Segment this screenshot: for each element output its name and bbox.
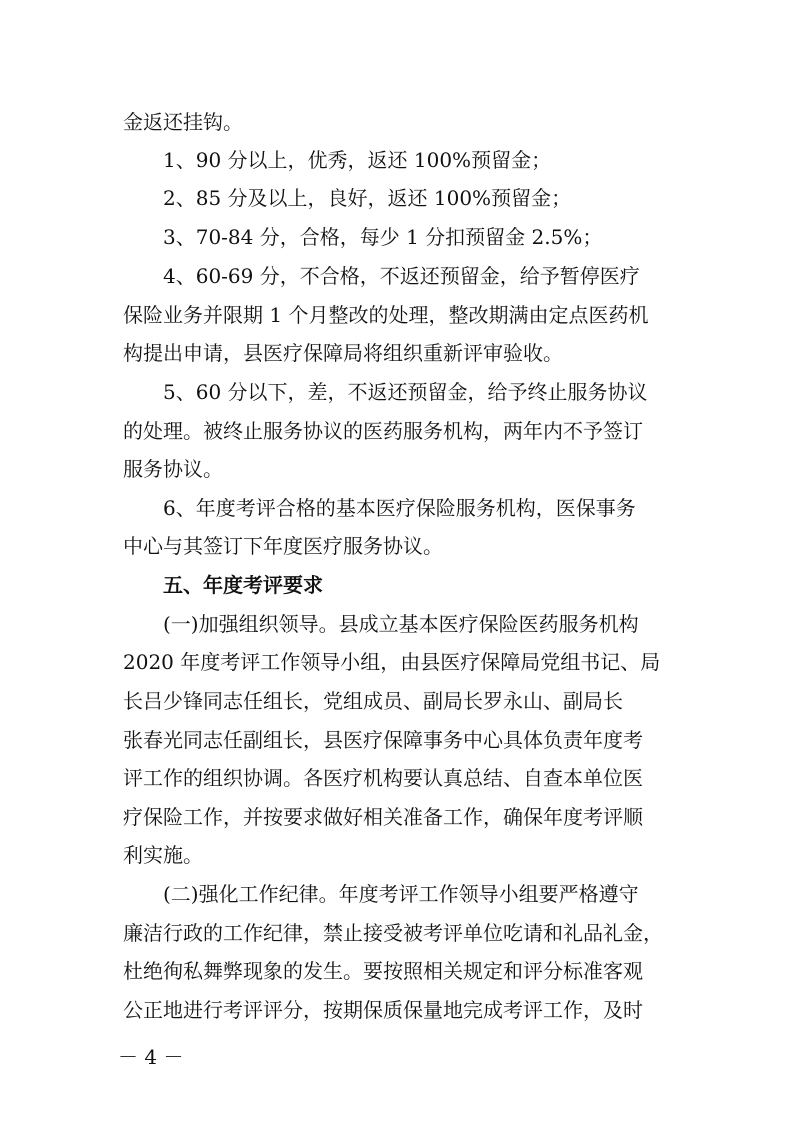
page-number: － 4 － — [118, 1045, 184, 1069]
text-line: 公正地进行考评评分，按期保质保量地完成考评工作，及时 — [123, 998, 643, 1022]
text-line: 廉洁行政的工作纪律，禁止接受被考评单位吃请和礼品礼金， — [123, 921, 663, 945]
text-line: 中心与其签订下年度医疗服务协议。 — [123, 534, 443, 558]
text-line: 长吕少锋同志任组长，党组成员、副局长罗永山、副局长 — [123, 689, 623, 713]
text-line: 疗保险工作，并按要求做好相关准备工作，确保年度考评顺 — [123, 805, 643, 829]
text-line: 服务协议。 — [123, 457, 223, 481]
text-line: 的处理。被终止服务协议的医药服务机构，两年内不予签订 — [123, 419, 643, 443]
text-line: 2020 年度考评工作领导小组，由县医疗保障局党组书记、局 — [123, 650, 661, 674]
text-line: (二)强化工作纪律。年度考评工作领导小组要严格遵守 — [163, 882, 639, 906]
text-line: 6、年度考评合格的基本医疗保险服务机构，医保事务 — [163, 496, 636, 520]
text-line: 评工作的组织协调。各医疗机构要认真总结、自查本单位医 — [123, 766, 643, 790]
text-line: (一)加强组织领导。县成立基本医疗保险医药服务机构 — [163, 612, 639, 636]
text-line: 金返还挂钩。 — [123, 110, 243, 134]
text-line: 构提出申请，县医疗保障局将组织重新评审验收。 — [123, 341, 563, 365]
text-line: 1、90 分以上，优秀，返还 100%预留金； — [163, 148, 552, 172]
text-line: 4、60-69 分，不合格，不返还预留金，给予暂停医疗 — [163, 264, 640, 288]
text-line: 张春光同志任副组长，县医疗保障事务中心具体负责年度考 — [123, 728, 643, 752]
text-line: 3、70-84 分，合格，每少 1 分扣预留金 2.5%； — [163, 225, 603, 249]
text-line: 2、85 分及以上，良好，返还 100%预留金； — [163, 186, 572, 210]
text-line: 利实施。 — [123, 843, 203, 867]
text-line: 杜绝徇私舞弊现象的发生。要按照相关规定和评分标准客观 — [123, 959, 643, 983]
text-line: 5、60 分以下，差，不返还预留金，给予终止服务协议 — [163, 380, 648, 404]
section-heading: 五、年度考评要求 — [163, 573, 323, 597]
text-line: 保险业务并限期 1 个月整改的处理，整改期满由定点医药机 — [123, 303, 649, 327]
